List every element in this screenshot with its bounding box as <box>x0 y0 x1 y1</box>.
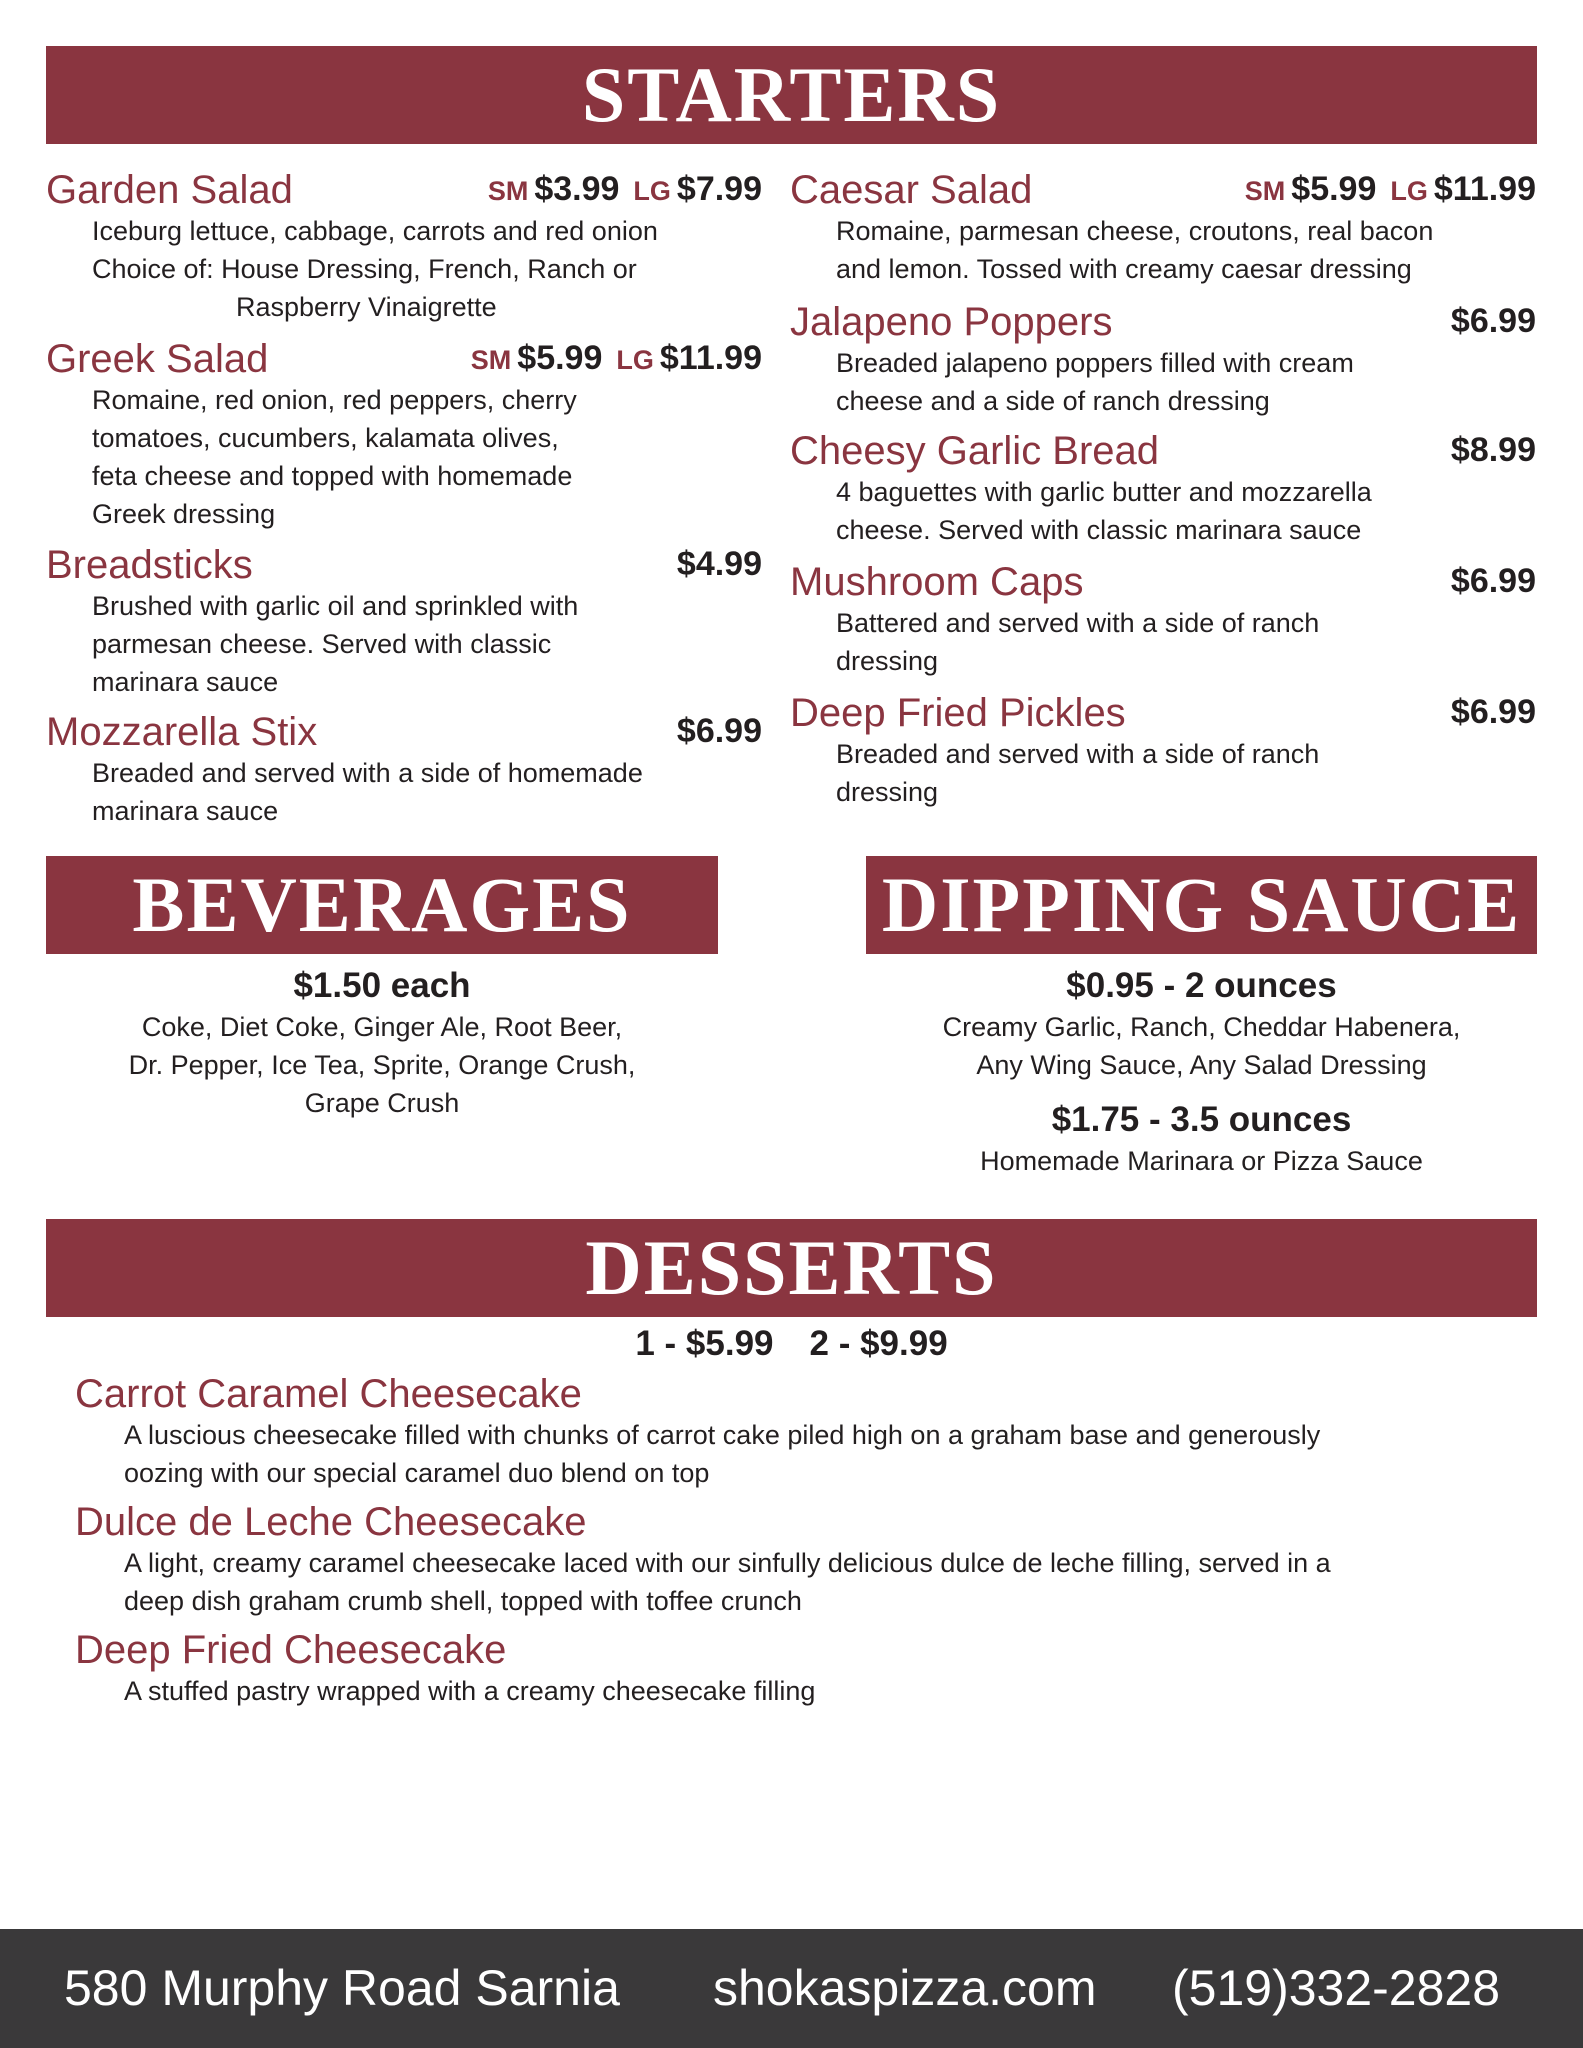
desc-line: Breaded jalapeno poppers filled with cream <box>836 348 1354 378</box>
footer-website-link[interactable]: shokaspizza.com <box>713 1960 1097 2016</box>
desc-line: Greek dressing <box>92 499 276 529</box>
desc-line: Breaded and served with a side of ranch <box>836 739 1320 769</box>
large-price: $11.99 <box>659 339 762 377</box>
desc-line: Breaded and served with a side of homemade <box>92 758 643 788</box>
item-price <box>488 168 762 212</box>
menu-item-mozzarella-stix <box>46 710 762 830</box>
footer-address: 580 Murphy Road Sarnia <box>64 1960 620 2016</box>
size-label: LG <box>633 176 671 206</box>
desc-line: oozing with our special caramel duo blend on top <box>124 1458 710 1488</box>
item-price: $6.99 <box>1450 562 1536 600</box>
item-price: $6.99 <box>1450 302 1536 340</box>
desc-line: Battered and served with a side of ranch <box>836 608 1320 638</box>
dessert-item-deep-fried-cheesecake <box>75 1628 1515 1710</box>
desc-line: and lemon. Tossed with creamy caesar dressing <box>836 254 1412 284</box>
sauce-list-line: Creamy Garlic, Ranch, Cheddar Habenera, <box>942 1012 1461 1042</box>
large-price: $7.99 <box>676 170 762 208</box>
desc-line: Romaine, parmesan cheese, croutons, real bacon <box>836 216 1434 246</box>
size-label: SM <box>470 345 512 375</box>
size-label: LG <box>616 345 654 375</box>
desc-line: Brushed with garlic oil and sprinkled with <box>92 591 579 621</box>
item-name: Garden Salad <box>46 168 293 212</box>
size-label: LG <box>1390 176 1428 206</box>
footer-bar <box>0 1929 1583 2048</box>
desc-line: feta cheese and topped with homemade <box>92 461 573 491</box>
item-description <box>790 604 1536 680</box>
menu-item-deep-fried-pickles <box>790 691 1536 811</box>
menu-item-jalapeno-poppers <box>790 300 1536 420</box>
sauce-price-large: $1.75 - 3.5 ounces <box>1051 1100 1352 1139</box>
item-name: Greek Salad <box>46 337 269 381</box>
desserts-heading: DESSERTS <box>46 1219 1537 1317</box>
item-name: Dulce de Leche Cheesecake <box>75 1500 587 1544</box>
desc-line: 4 baguettes with garlic butter and mozzarella <box>836 477 1372 507</box>
item-description <box>790 212 1536 288</box>
desc-line: Romaine, red onion, red peppers, cherry <box>92 385 577 415</box>
item-description <box>790 344 1536 420</box>
menu-item-cheesy-garlic-bread <box>790 429 1536 549</box>
menu-item-breadsticks <box>46 543 762 701</box>
menu-item-garden-salad <box>46 168 762 326</box>
desc-line: marinara sauce <box>92 796 279 826</box>
item-name: Jalapeno Poppers <box>790 300 1113 344</box>
item-price: $6.99 <box>1450 693 1536 731</box>
desc-line: marinara sauce <box>92 667 279 697</box>
desc-line: A light, creamy caramel cheesecake laced with our sinfully delicious dulce de leche filling, served in a <box>124 1548 1331 1578</box>
dessert-price-one: 1 - $5.99 <box>635 1324 774 1363</box>
item-price <box>471 337 762 381</box>
menu-item-greek-salad <box>46 337 762 533</box>
item-description <box>75 1544 1515 1620</box>
desc-line: dressing <box>836 646 939 676</box>
dipping-sauce-heading: DIPPING SAUCE <box>866 856 1537 954</box>
item-price: $6.99 <box>676 712 762 750</box>
beverage-price: $1.50 each <box>293 966 471 1005</box>
menu-item-mushroom-caps <box>790 560 1536 680</box>
item-name: Mozzarella Stix <box>46 710 318 754</box>
item-name: Caesar Salad <box>790 168 1033 212</box>
dessert-prices <box>46 1322 1537 1366</box>
beverage-list-line: Grape Crush <box>304 1088 460 1118</box>
item-description <box>790 735 1536 811</box>
large-price: $11.99 <box>1433 170 1536 208</box>
menu-item-caesar-salad <box>790 168 1536 288</box>
desc-line: deep dish graham crumb shell, topped with toffee crunch <box>124 1586 802 1616</box>
item-description <box>75 1672 1515 1710</box>
item-name: Carrot Caramel Cheesecake <box>75 1372 582 1416</box>
desc-line: Iceburg lettuce, cabbage, carrots and red onion <box>92 216 658 246</box>
item-name: Mushroom Caps <box>790 560 1084 604</box>
dessert-item-dulce-de-leche <box>75 1500 1515 1620</box>
item-price: $4.99 <box>676 545 762 583</box>
item-price <box>1245 168 1536 212</box>
size-label: SM <box>487 176 529 206</box>
item-description <box>790 473 1536 549</box>
desc-line: dressing <box>836 777 939 807</box>
dipping-sauce-section <box>866 964 1537 1180</box>
sauce-list-line: Any Wing Sauce, Any Salad Dressing <box>976 1050 1427 1080</box>
desc-line: A luscious cheesecake filled with chunks of carrot cake piled high on a graham base and generously <box>124 1420 1321 1450</box>
item-description <box>46 754 762 830</box>
item-description <box>46 587 762 701</box>
beverages-heading: BEVERAGES <box>46 856 718 954</box>
size-label: SM <box>1244 176 1286 206</box>
item-name: Deep Fried Pickles <box>790 691 1126 735</box>
item-description <box>46 212 762 326</box>
desc-line: A stuffed pastry wrapped with a creamy cheesecake filling <box>124 1676 816 1706</box>
beverage-list-line: Coke, Diet Coke, Ginger Ale, Root Beer, <box>141 1012 623 1042</box>
sauce-price-small: $0.95 - 2 ounces <box>1066 966 1337 1005</box>
sauce-list-line: Homemade Marinara or Pizza Sauce <box>980 1146 1423 1176</box>
desc-line: parmesan cheese. Served with classic <box>92 629 552 659</box>
beverage-list-line: Dr. Pepper, Ice Tea, Sprite, Orange Crush, <box>128 1050 636 1080</box>
dessert-price-two: 2 - $9.99 <box>809 1324 948 1363</box>
item-name: Cheesy Garlic Bread <box>790 429 1160 473</box>
item-name: Breadsticks <box>46 543 253 587</box>
small-price: $5.99 <box>1291 170 1377 208</box>
item-name: Deep Fried Cheesecake <box>75 1628 507 1672</box>
footer-phone[interactable]: (519)332-2828 <box>1172 1960 1501 2016</box>
item-description <box>75 1416 1515 1492</box>
desc-line: cheese and a side of ranch dressing <box>836 386 1270 416</box>
item-description <box>46 381 762 533</box>
small-price: $3.99 <box>534 170 620 208</box>
small-price: $5.99 <box>517 339 603 377</box>
starters-heading: STARTERS <box>46 46 1537 144</box>
dessert-item-carrot-caramel <box>75 1372 1515 1492</box>
beverages-section <box>46 964 718 1122</box>
desc-line: cheese. Served with classic marinara sauce <box>836 515 1362 545</box>
desc-line: tomatoes, cucumbers, kalamata olives, <box>92 423 559 453</box>
desc-line: Raspberry Vinaigrette <box>236 292 497 322</box>
item-price: $8.99 <box>1450 431 1536 469</box>
desc-line: Choice of: House Dressing, French, Ranch or <box>92 254 637 284</box>
